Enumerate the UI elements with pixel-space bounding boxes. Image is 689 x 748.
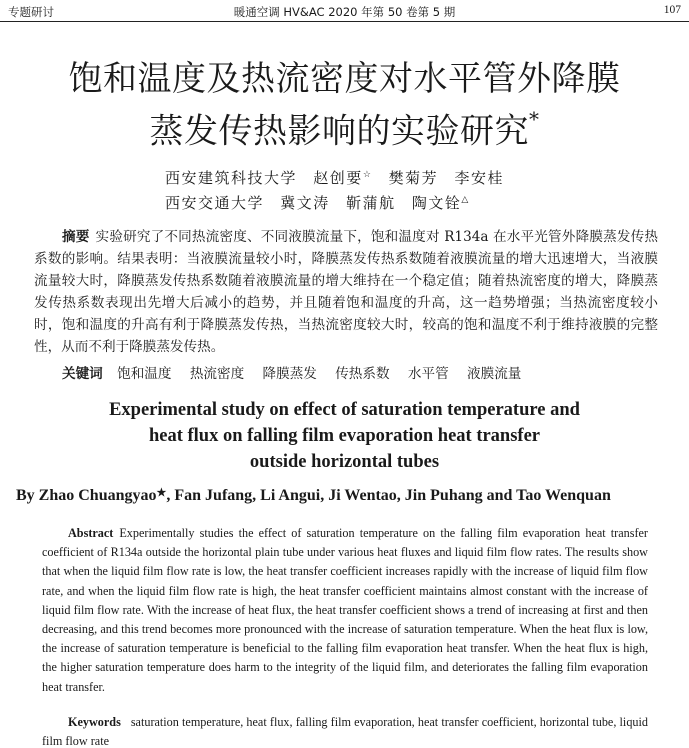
- authors-en: By Zhao Chuangyao★, Fan Jufang, Li Angui, Ji Wentao, Jin Puhang and Tao Wenquan: [16, 487, 611, 504]
- author-star-mark: ★: [156, 487, 167, 499]
- section-name: 专题研讨: [8, 5, 54, 19]
- affiliation: 西安建筑科技大学: [165, 169, 298, 187]
- keyword: 传热系数: [335, 366, 390, 382]
- author-name: 樊菊芳: [388, 169, 439, 187]
- author-name: 赵创要☆: [313, 169, 373, 187]
- author-mark: △: [461, 195, 470, 205]
- title-footnote-mark: *: [529, 107, 540, 131]
- keyword: 液膜流量: [467, 366, 522, 382]
- keyword: 热流密度: [189, 366, 245, 382]
- author-name: 李安桂: [454, 169, 504, 187]
- keyword: 水平管: [407, 366, 449, 382]
- authors-cn-line1: [165, 164, 514, 189]
- title-en-line3: outside horizontal tubes: [249, 452, 440, 472]
- abstract-en-label: Abstract: [68, 526, 114, 540]
- author-name: 靳蒲航: [346, 194, 396, 212]
- title-en-line1: Experimental study on effect of saturation temperature and: [109, 400, 580, 420]
- running-header: [0, 0, 689, 22]
- header-rule: [0, 21, 689, 22]
- keywords-cn-label: 关键词: [62, 366, 103, 382]
- keyword: 饱和温度: [117, 366, 172, 382]
- title-cn-line1: 饱和温度及热流密度对水平管外降膜: [68, 59, 621, 99]
- author-mark: ☆: [362, 170, 373, 180]
- keywords-en: [42, 713, 648, 748]
- keywords-cn: [62, 362, 535, 382]
- abstract-cn: [34, 226, 658, 358]
- authors-cn-line2: [165, 189, 480, 214]
- title-cn-line2: 蒸发传热影响的实验研究*: [149, 107, 540, 152]
- keyword: 降膜蒸发: [262, 366, 317, 382]
- page-number: 107: [663, 4, 681, 16]
- abstract-cn-text: 实验研究了不同热流密度、不同液膜流量下，饱和温度对 R134a 在水平光管外降膜蒸发传热系数的影响。结果表明：当液膜流量较小时，降膜蒸发传热系数随着液膜流量的增大迅速增大，当液膜流量较大时，降膜蒸发传热系数随着液膜流量的增大维持在一个稳定值；随着热流密度的增大，降膜蒸发传热系数表现出先增大后减小的趋势，并且随着饱和温度的升高，这一趋势增强；当热流密度较小时，饱和温度的升高有利于降膜蒸发传热，当热流密度较大时，较高的饱和温度不利于维持液膜的完整性，从而不利于降膜蒸发传热。: [34, 229, 659, 355]
- journal-info: 暖通空调 HV&AC 2020 年第 50 卷第 5 期: [233, 5, 456, 19]
- keywords-en-label: Keywords: [68, 715, 121, 729]
- keywords-en-text: saturation temperature, heat flux, falling film evaporation, heat transfer coefficient, horizontal tube, liquid film flow rate: [42, 715, 648, 748]
- affiliation: 西安交通大学: [165, 194, 265, 212]
- abstract-en-text: Experimentally studies the effect of saturation temperature on the falling film evaporation heat transfer coefficient of R134a outside the horizontal plain tube under various heat fluxes and liquid film flow rates. The results show that when the liquid film flow rate is low, the heat transfer coefficient increases rapidly with the increase of liquid film flow rate, and when the liquid film flow rate is high, the heat transfer coefficient maintains almost constant with the increase of liquid film flow rate. With the increase of heat flux, the heat transfer coefficient shows a trend of increasing at first and then decreasing, and this trend becomes more pronounced with the increase of saturation temperature. When the heat flux is low, the increase of saturation temperature is beneficial to the falling film evaporation heat transfer. When the heat flux is high, the higher saturation temperature does harm to the integrity of the liquid film, and deteriorates the falling film evaporation heat transfer.: [42, 526, 648, 694]
- first-author-en: Zhao Chuangyao: [38, 487, 157, 504]
- author-name: 陶文铨△: [411, 194, 470, 212]
- title-en-line2: heat flux on falling film evaporation heat transfer: [148, 426, 541, 446]
- abstract-cn-label: 摘要: [62, 229, 90, 245]
- author-name: 冀文涛: [280, 194, 330, 212]
- abstract-en: [42, 524, 648, 697]
